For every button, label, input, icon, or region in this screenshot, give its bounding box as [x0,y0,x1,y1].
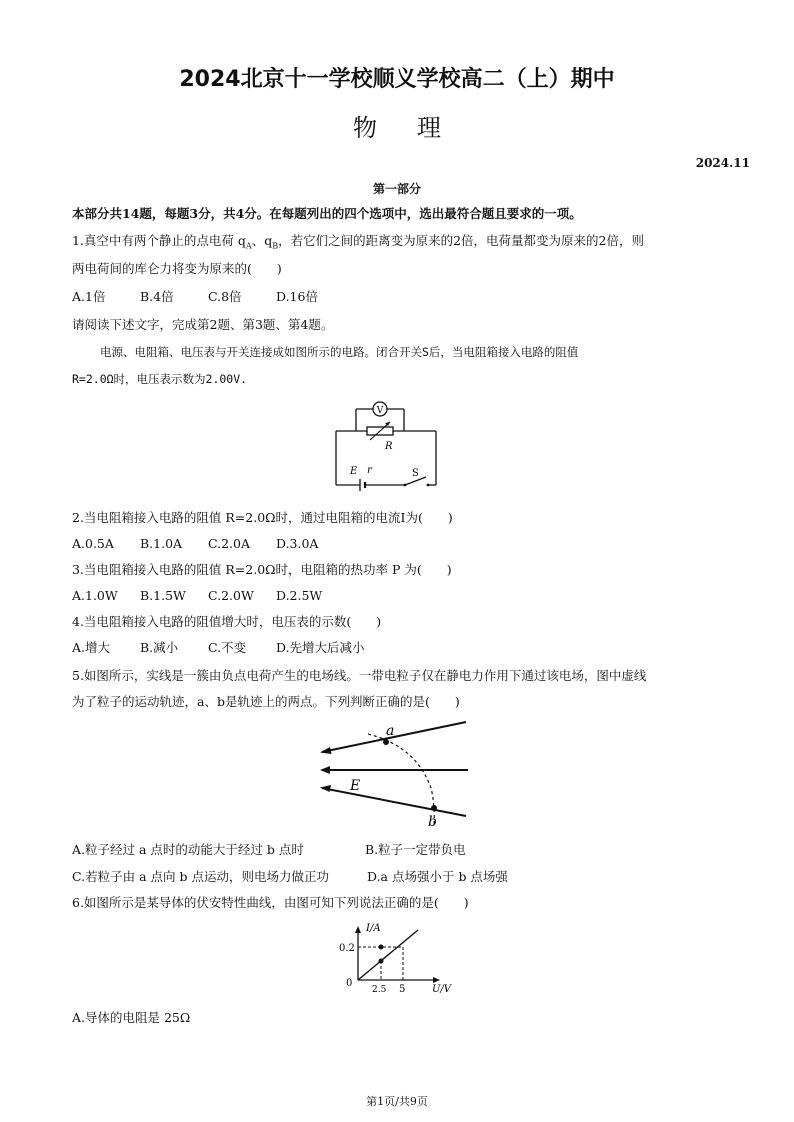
option-b: B.1.0A [140,536,183,551]
question-6-option-a: A.导体的电阻是 25Ω [72,1010,191,1025]
x-tick-label-1: 2.5 [372,985,387,995]
option-d: D.2.5W [276,588,323,603]
electric-field-diagram [316,718,476,830]
reading-paragraph-2: R=2.0Ω时，电压表示数为2.00V. [72,372,248,386]
x-tick-label-2: 5 [399,984,406,995]
question-3-text: 3.当电阻箱接入电路的阻值 R=2.0Ω时，电阻箱的热功率 P 为( ) [72,562,452,577]
question-1-options [72,289,318,305]
circuit-diagram [330,395,442,500]
question-2-text: 2.当电阻箱接入电路的阻值 R=2.0Ω时，通过电阻箱的电流I为( ) [72,510,453,525]
field-label: E [350,778,361,794]
field-line-bottom [322,788,466,816]
option-d: D.3.0A [276,536,319,551]
question-4-text: 4.当电阻箱接入电路的阻值增大时，电压表的示数( ) [72,614,382,629]
page-title: 2024北京十一学校顺义学校高二（上）期中 [179,67,615,92]
question-5-line-2: 为了粒子的运动轨迹，a、b是轨迹上的两点。下列判断正确的是( ) [72,694,460,709]
question-5-option-b: B.粒子一定带负电 [365,842,466,857]
section-instructions: 本部分共14题，每题3分，共4分。在每题列出的四个选项中，选出最符合题且要求的一项。 [72,206,582,221]
question-1-line-2: 两电荷间的库仑力将变为原来的( ) [72,261,282,276]
internal-resistance-label: r [367,465,372,476]
y-axis-label: I/A [366,923,381,934]
question-4-options [72,640,365,656]
point-a [383,739,389,745]
page-footer: 第1页/共9页 [366,1095,428,1108]
x-axis-label: U/V [432,984,452,995]
question-5-option-c: C.若粒子由 a 点向 b 点运动，则电场力做正功 [72,869,329,884]
point-b [431,805,437,811]
option-a: A.1.0W [72,588,118,603]
point-a-label: a [386,723,395,739]
option-a: A.0.5A [72,536,114,551]
option-c: C.不变 [208,640,247,655]
iv-line [358,930,418,980]
voltmeter-label: V [376,406,384,416]
option-b: B.4倍 [140,289,174,304]
particle-trajectory [368,734,434,826]
question-5-line-1: 5.如图所示，实线是一簇由负点电荷产生的电场线。一带电粒子仅在静电力作用下通过该电场，图中虚线 [72,668,647,683]
option-a: A.增大 [72,640,111,655]
option-d: D.16倍 [276,289,318,304]
point-b-label: b [428,814,437,830]
option-b: B.1.5W [140,588,186,603]
reading-intro: 请阅读下述文字，完成第2题、第3题、第4题。 [72,317,334,332]
emf-label: E [350,466,358,477]
question-5-option-d: D.a 点场强小于 b 点场强 [367,869,508,884]
question-1-line-1: 1.真空中有两个静止的点电荷 $q_A$、$q_B$，若它们之间的距离变为原来的2倍，电荷量都变为原来的2倍，则 [72,233,645,251]
option-c: C.8倍 [208,289,242,304]
resistor-label: R [385,441,393,452]
question-5-option-a: A.粒子经过 a 点时的动能大于经过 b 点时 [72,842,304,857]
subject-title: 物理 [353,114,481,142]
option-b: B.减小 [140,640,179,655]
question-6-text: 6.如图所示是某导体的伏安特性曲线，由图可知下列说法正确的是( ) [72,895,469,910]
reading-paragraph-1: 电源、电阻箱、电压表与开关连接成如图所示的电路。闭合开关S后，当电阻箱接入电路的阻值 [100,345,579,359]
question-2-options [72,536,318,552]
section-heading: 第一部分 [372,182,421,196]
iv-graph [336,918,466,998]
question-3-options [72,588,322,604]
switch-label: S [412,468,419,479]
option-c: C.2.0A [208,536,250,551]
option-c: C.2.0W [208,588,254,603]
option-d: D.先增大后减小 [276,640,365,655]
y-tick-label: 0.2 [339,943,355,954]
origin-label: 0 [346,978,353,989]
option-a: A.1倍 [72,289,106,304]
exam-date: 2024.11 [695,156,750,170]
